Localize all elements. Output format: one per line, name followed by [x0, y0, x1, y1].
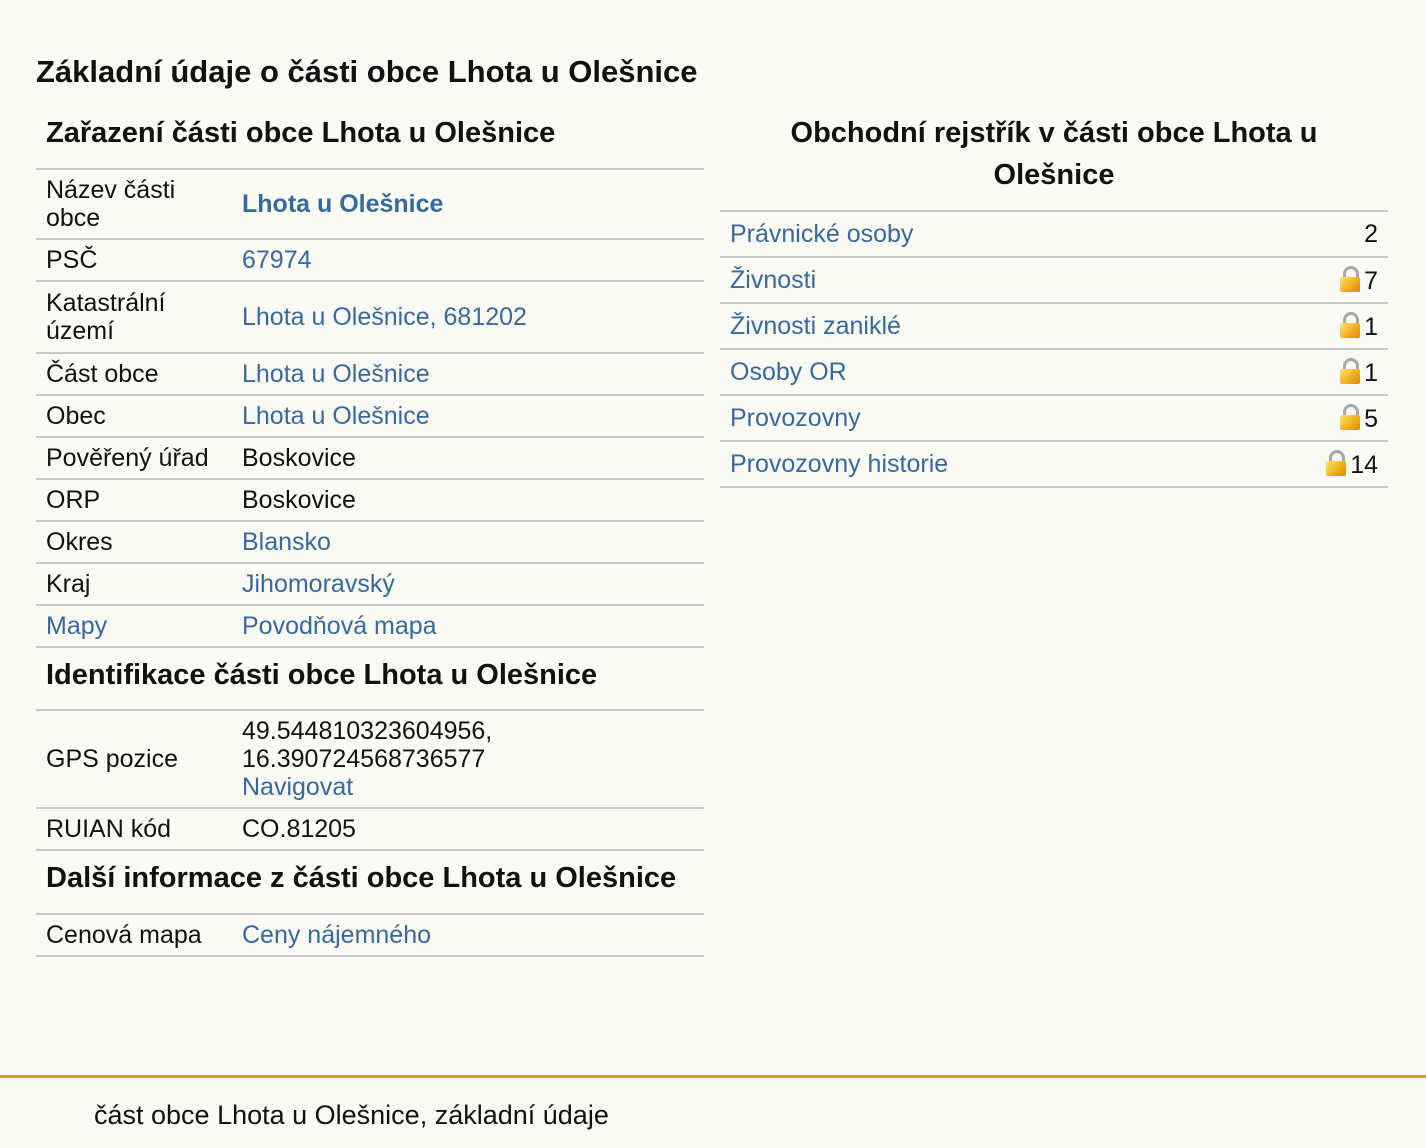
table-row	[36, 395, 704, 437]
lock-icon	[1340, 404, 1360, 430]
row-label-cadastre: Katastrální území	[36, 281, 232, 353]
row-label-ruian: RUIAN kód	[36, 808, 232, 850]
table-row	[720, 257, 1388, 303]
table-row	[36, 479, 704, 521]
maps-link[interactable]: Mapy	[46, 612, 108, 640]
table-row	[36, 605, 704, 647]
table-row	[36, 281, 704, 353]
navigate-link[interactable]: Navigovat	[242, 773, 354, 801]
part-link[interactable]: Lhota u Olešnice	[242, 360, 430, 388]
row-label-district: Okres	[36, 521, 232, 563]
row-label-psc: PSČ	[36, 239, 232, 281]
right-column	[720, 110, 1388, 488]
business-register-table	[720, 210, 1388, 488]
business-register-title: Obchodní rejstřík v části obce Lhota u Olešnice	[790, 117, 1318, 191]
row-label-office: Pověřený úřad	[36, 437, 232, 479]
gps-longitude: 16.390724568736577	[242, 745, 486, 773]
left-column	[36, 110, 704, 957]
row-label-orp: ORP	[36, 479, 232, 521]
more-info-table	[36, 913, 704, 957]
orp-value: Boskovice	[232, 479, 704, 521]
table-row	[36, 239, 704, 281]
table-row	[36, 710, 704, 808]
identification-title: Identifikace části obce Lhota u Olešnice	[46, 659, 598, 691]
establishments-history-link[interactable]: Provozovny historie	[730, 450, 949, 478]
table-row	[36, 353, 704, 395]
or-persons-link[interactable]: Osoby OR	[730, 358, 847, 386]
region-link[interactable]: Jihomoravský	[242, 570, 395, 598]
district-link[interactable]: Blansko	[242, 528, 331, 556]
table-row	[720, 349, 1388, 395]
part-name-link[interactable]: Lhota u Olešnice	[242, 190, 444, 218]
table-row	[720, 395, 1388, 441]
row-label-part: Část obce	[36, 353, 232, 395]
lock-icon	[1340, 266, 1360, 292]
psc-link[interactable]: 67974	[242, 246, 312, 274]
establishments-history-count: 14	[1350, 450, 1378, 479]
establishments-link[interactable]: Provozovny	[730, 404, 861, 432]
lock-icon	[1340, 358, 1360, 384]
row-label-name: Název části obce	[36, 169, 232, 239]
table-row	[720, 441, 1388, 487]
lock-icon	[1340, 312, 1360, 338]
flood-map-link[interactable]: Povodňová mapa	[242, 612, 437, 640]
identification-table	[36, 709, 704, 851]
row-label-gps: GPS pozice	[36, 710, 232, 808]
or-persons-count: 1	[1364, 358, 1378, 387]
municipality-link[interactable]: Lhota u Olešnice	[242, 402, 430, 430]
legal-entities-count: 2	[1233, 211, 1388, 257]
table-row	[36, 437, 704, 479]
office-value: Boskovice	[232, 437, 704, 479]
classification-table	[36, 168, 704, 648]
row-label-region: Kraj	[36, 563, 232, 605]
row-label-municipality: Obec	[36, 395, 232, 437]
gps-latitude: 49.544810323604956,	[242, 717, 493, 745]
legal-entities-link[interactable]: Právnické osoby	[730, 220, 914, 248]
rent-prices-link[interactable]: Ceny nájemného	[242, 921, 432, 949]
establishments-count: 5	[1364, 404, 1378, 433]
classification-title: Zařazení části obce Lhota u Olešnice	[46, 117, 556, 149]
footer-divider	[0, 1075, 1426, 1078]
page-title: Základní údaje o části obce Lhota u Olešnice	[36, 54, 698, 89]
cadastre-link[interactable]: Lhota u Olešnice, 681202	[242, 303, 527, 331]
ruian-value: CO.81205	[232, 808, 704, 850]
table-row	[720, 211, 1388, 257]
more-info-title: Další informace z části obce Lhota u Olešnice	[46, 862, 677, 894]
defunct-trades-link[interactable]: Živnosti zaniklé	[730, 312, 901, 340]
trades-link[interactable]: Živnosti	[730, 266, 817, 294]
table-row	[36, 808, 704, 850]
table-row	[720, 303, 1388, 349]
table-row	[36, 521, 704, 563]
lock-icon	[1326, 450, 1346, 476]
table-row	[36, 914, 704, 956]
trades-count: 7	[1364, 266, 1378, 295]
table-row	[36, 563, 704, 605]
defunct-trades-count: 1	[1364, 312, 1378, 341]
row-label-price-map: Cenová mapa	[36, 914, 232, 956]
table-row	[36, 169, 704, 239]
footer-text: část obce Lhota u Olešnice, základní údaje	[94, 1100, 609, 1130]
